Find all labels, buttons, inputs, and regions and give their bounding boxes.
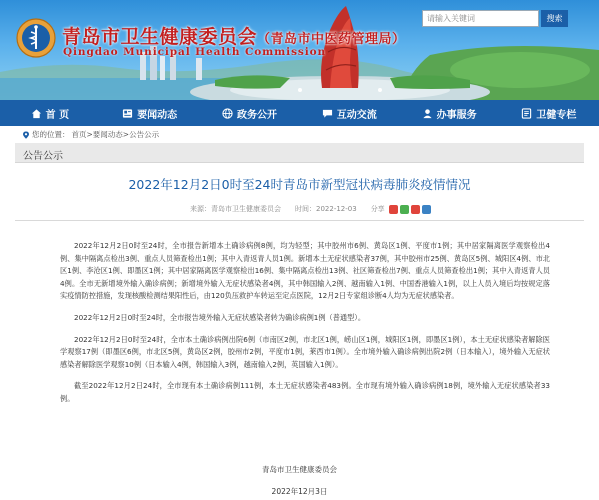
main-nav xyxy=(0,100,599,126)
section-title: 公告公示 xyxy=(23,151,63,162)
nav-item-column[interactable] xyxy=(499,100,599,126)
share-label: 分享 xyxy=(370,205,385,213)
nav-label: 政务公开 xyxy=(236,109,277,121)
nav-item-service[interactable] xyxy=(399,100,499,126)
nav-label: 办事服务 xyxy=(436,109,477,121)
globe-icon xyxy=(222,108,233,119)
article-body xyxy=(60,240,550,415)
share-bar xyxy=(371,204,431,214)
search-button[interactable]: 搜索 xyxy=(541,10,568,27)
nav-label: 要闻动态 xyxy=(137,109,178,121)
header-banner xyxy=(0,0,599,100)
article-meta xyxy=(190,204,431,214)
site-title xyxy=(62,22,406,49)
article-paragraph: 截至2022年12月2日24时，全市现有本土确诊病例111例，本土无症状感染者483例。全市现有境外输入确诊病例18例，境外输入无症状感染者33例。 xyxy=(60,381,550,403)
site-title-text: 青岛市卫生健康委员会 xyxy=(62,26,258,48)
location-pin-icon xyxy=(22,131,30,139)
nav-label: 首 页 xyxy=(45,109,70,121)
search-input[interactable] xyxy=(422,10,539,27)
article-paragraph: 2022年12月2日0时至24时，全市报告境外输入无症状感染者转为确诊病例1例（普通型）。 xyxy=(74,312,366,322)
nav-item-government[interactable] xyxy=(200,100,300,126)
column-icon xyxy=(521,108,532,119)
article-sign-date: 2022年12月3日 xyxy=(271,487,328,496)
nav-label: 卫健专栏 xyxy=(536,109,577,121)
breadcrumb-prefix: 您的位置： xyxy=(32,130,70,139)
breadcrumb-path[interactable]: 首页>要闻动态>公告公示 xyxy=(71,130,160,139)
nav-item-news[interactable] xyxy=(100,100,200,126)
nav-label: 互动交流 xyxy=(336,109,377,121)
site-subtitle: （青岛市中医药管理局） xyxy=(257,32,406,47)
title-divider xyxy=(15,220,584,221)
article-source: 来源：青岛市卫生健康委员会 xyxy=(190,205,281,213)
qq-share-icon[interactable] xyxy=(422,205,431,214)
news-icon xyxy=(122,108,133,119)
article-signature: 青岛市卫生健康委员会 xyxy=(262,465,337,474)
breadcrumb xyxy=(22,129,159,140)
chat-icon xyxy=(322,108,333,119)
article-date: 时间：2022-12-03 xyxy=(295,205,357,213)
home-icon xyxy=(31,108,42,119)
article-paragraph: 2022年12月2日0时至24时，全市报告新增本土确诊病例8例，均为轻型；其中胶州市6例、黄岛区1例、平度市1例；其中居家隔离医学观察检出4例、集中隔离点检出3例、重点人员筛查检出1例；其中入青返青人员1例。新增本土无症状感染者37例，其中胶州市25例、黄岛区5例、城阳区4例、市北区1例、李沧区1例、即墨区1例；其中居家隔离医学观察检出16例、集中隔离点检出13例、社区筛查检出7例、重点人员筛查检出1例；其中入青返青人员4例。全市无新增境外输入确诊病例；新增境外输入无症状感染者4例，其中韩国输入2例、越南输入1例、中国香港输入1例，以上人员入境后均按规定落实疫情防控措施，发现核酸检测结果阳性后，由120负压救护车转运至定点医院，12月2日专家组诊断4人均为无症状感染者。 xyxy=(60,241,550,301)
wechat-share-icon[interactable] xyxy=(400,205,409,214)
section-header xyxy=(15,143,584,163)
service-icon xyxy=(422,108,433,119)
article-title: 2022年12月2日0时至24时青岛市新型冠状病毒肺炎疫情情况 xyxy=(128,177,471,192)
site-english-name: Qingdao Municipal Health Commission xyxy=(63,46,327,58)
nav-item-interaction[interactable] xyxy=(299,100,399,126)
weibo-share-icon[interactable] xyxy=(389,205,398,214)
nav-item-home[interactable] xyxy=(0,100,100,126)
health-commission-emblem-icon xyxy=(16,18,56,58)
qzone-share-icon[interactable] xyxy=(411,205,420,214)
article-paragraph: 2022年12月2日0时至24时，全市本土确诊病例出院6例（市南区2例，市北区1例，崂山区1例，城阳区1例，即墨区1例），本土无症状感染者解除医学观察17例（即墨区6例，市北区5例，黄岛区2例，胶州市2例，平度市1例，莱西市1例）。全市境外输入确诊病例出院2例（日本输入），境外输入无症状感染者解除医学观察10例（日本输入4例，韩国输入3例，越南输入2例，英国输入1例）。 xyxy=(60,334,550,369)
